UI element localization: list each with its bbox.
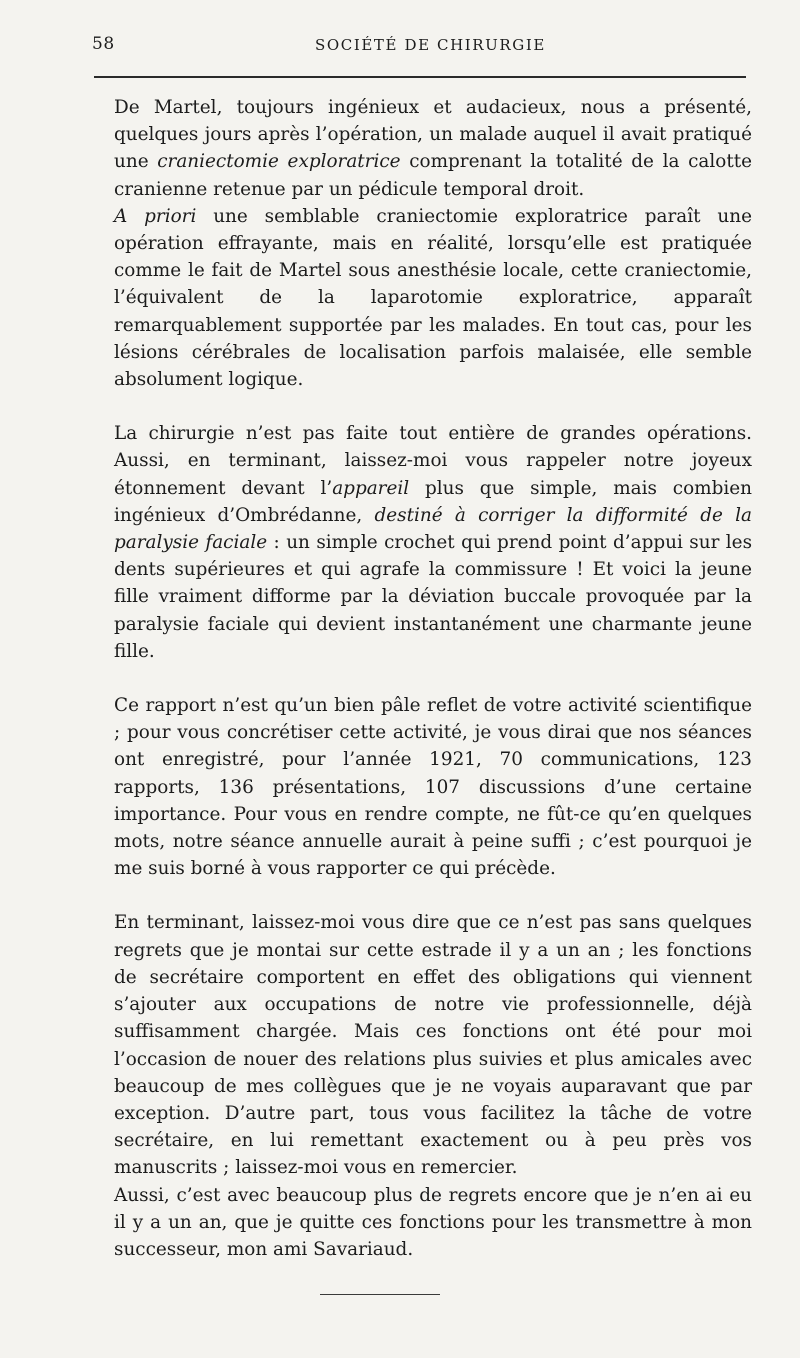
page-number: 58 [92,34,115,54]
page-header [80,34,760,60]
text-run: plus que simple, mais combien ingénieux d’Ombrédanne, [114,477,752,526]
end-rule [320,1294,440,1295]
text-run: : un simple crochet qui prend point d’appui sur les dents supérieures et qui agrafe la commissure ! Et voici la jeune fille vraiment difforme par la déviation buccale provoquée par la paralysie faciale qui devient instantanément une charmante jeune fille. [114,532,753,662]
italic-text: destiné à corriger la difformité de la paralysie faciale [114,504,752,554]
running-title: SOCIÉTÉ DE CHIRURGIE [315,36,546,54]
text-run: De Martel, toujours ingénieux et audacieux, nous a présenté, quelques jours après l’opération, un malade auquel il avait pratiqué une [114,97,752,173]
italic-text: appareil [332,477,410,499]
text-run: En terminant, laissez-moi vous dire que ce n’est pas sans quelques regrets que je montai sur cette estrade il y a un an ; les fonctions de secrétaire comportent en effet des obligations qui viennent s’ajouter aux occupations de notre vie professionnelle, déjà suffisamment chargée. Mais ces fonctions ont été pour moi l’occasion de nouer des relations plus suivies et plus amicales avec beaucoup de mes collègues que je ne voyais auparavant que par exception. D’autre part, tous vous facilitez la tâche de votre secrétaire, en lui remettant exactement ou à peu près vos manuscrits ; laissez-moi vous en remercier. [114,912,752,1179]
italic-text: craniectomie exploratrice [157,151,401,173]
text-run: Aussi, c’est avec beaucoup plus de regrets encore que je n’en ai eu il y a un an, que je quitte ces fonctions pour les transmettre à mon successeur, mon ami Savariaud. [114,1184,752,1260]
text-run: une semblable craniectomie exploratrice paraît une opération effrayante, mais en réalité, lorsqu’elle est pratiquée comme le fait de Martel sous anesthésie locale, cette craniectomie, l’équivalent de la laparotomie exploratrice, apparaît remarquablement supportée par les malades. En tout cas, pour les lésions cérébrales de localisation parfois malaisée, elle semble absolument logique. [114,205,752,391]
text-run: comprenant la totalité de la calotte cranienne retenue par un pédicule temporal droit. [114,151,752,200]
paragraph [114,420,752,665]
paragraph [114,692,752,882]
paragraph [114,94,752,203]
paragraph [114,1182,752,1264]
body-text [114,94,752,1263]
paragraph [114,203,752,393]
header-rule [94,76,746,78]
italic-text: A priori [114,205,197,227]
text-run: Ce rapport n’est qu’un bien pâle reflet de votre activité scientifique ; pour vous concrétiser cette activité, je vous dirai que nos séances ont enregistré, pour l’année 1921, 70 communications, 123 rapports, 136 présentations, 107 discussions d’une certaine importance. Pour vous en rendre compte, ne fût-ce qu’en quelques mots, notre séance annuelle aurait à peine suffi ; c’est pourquoi je me suis borné à vous rapporter ce qui précède. [114,695,752,880]
paragraph [114,909,752,1181]
text-run: La chirurgie n’est pas faite tout entière de grandes opérations. Aussi, en terminant, laissez-moi vous rappeler notre joyeux étonnement devant l’ [114,423,752,499]
